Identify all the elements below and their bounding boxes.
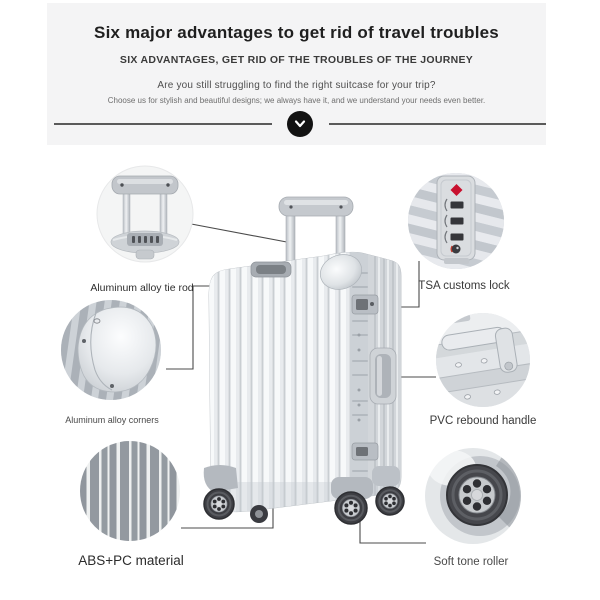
callout-line-corners — [166, 286, 210, 369]
callout-line-roller — [360, 521, 426, 543]
feature-label-tsa-lock: TSA customs lock — [418, 280, 510, 292]
feature-label-handle: PVC rebound handle — [429, 415, 537, 427]
feature-label-material: ABS+PC material — [78, 553, 184, 568]
tsa-lock — [352, 295, 378, 314]
feature-label-roller: Soft tone roller — [433, 556, 509, 568]
side-handle-photo — [418, 301, 552, 421]
feature-label-corners: Aluminum alloy corners — [65, 415, 159, 425]
callout-line-tie-rod — [186, 223, 292, 243]
striped-shell-photo — [78, 439, 183, 544]
tsa-lock-photo — [385, 150, 532, 285]
side-handle — [370, 348, 396, 404]
trolley-handle-photo — [97, 166, 193, 262]
feature-label-tie-rod: Aluminum alloy tie rod — [90, 282, 194, 294]
header-tagline: Choose us for stylish and beautiful designs; we always have it, and we understand your needs even better. — [107, 96, 486, 105]
corner-guard-photo — [37, 286, 187, 419]
lower-latch — [352, 443, 378, 460]
header-question: Are you still struggling to find the right suitcase for your trip? — [157, 80, 436, 91]
front-center-wheel — [335, 492, 367, 524]
right-wheel — [376, 487, 404, 515]
page-title: Six major advantages to get rid of travel troubles — [94, 23, 499, 42]
front-left-wheel — [204, 489, 234, 519]
wheel-photo — [425, 448, 529, 544]
page-subtitle: SIX ADVANTAGES, GET RID OF THE TROUBLES OF THE JOURNEY — [119, 54, 474, 66]
top-handle-slot — [251, 262, 291, 277]
